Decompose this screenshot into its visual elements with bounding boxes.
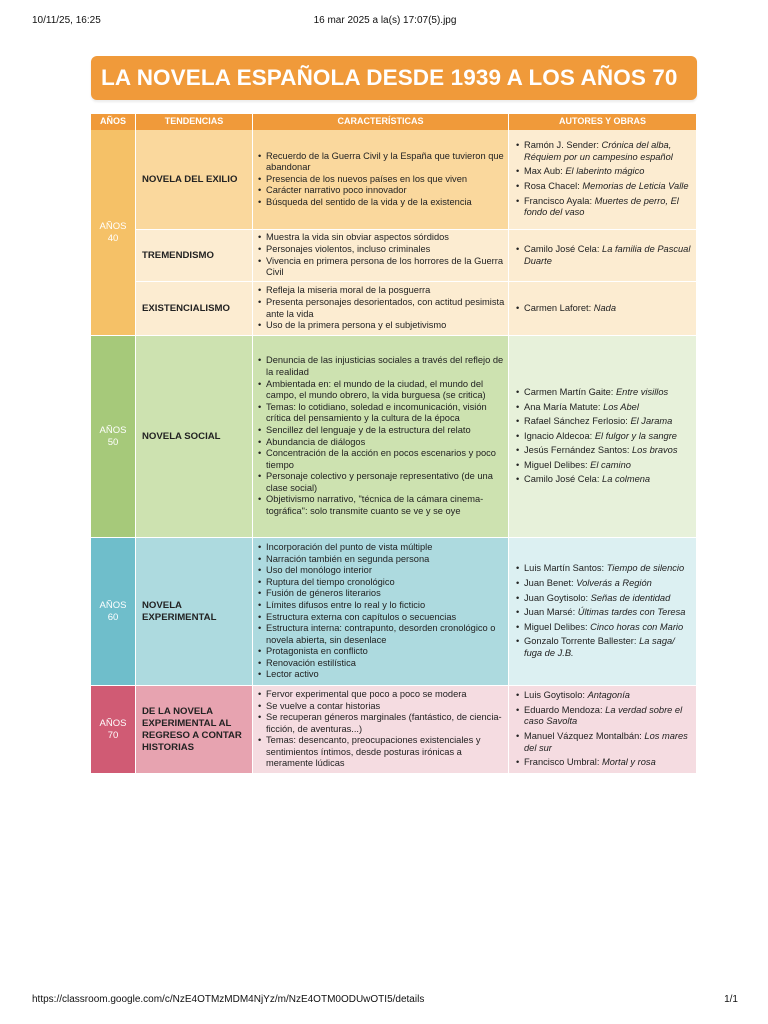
decade-cell-50: AÑOS 50 [91,336,136,538]
author-item [524,636,692,659]
feature-item: • Personaje colectivo y personaje representativo (de una clase social) [266,471,506,494]
feature-item: • Renovación estilística [266,658,506,670]
authors-tremendismo [509,230,697,282]
work-title: La familia de Pascual Duarte [524,243,691,266]
print-url: https://classroom.google.com/c/NzE4OTMzMDM4NjYz/m/NzE4OTM0ODUwOTI5/details [32,994,425,1005]
work-title: Últimas tardes con Teresa [577,607,686,618]
author-name: Camilo José Cela: [524,243,603,254]
work-title: El Jarama [630,416,673,427]
feature-item: • Fusión de géneros literarios [266,588,506,600]
author-name: Juan Benet: [524,578,577,589]
feature-item: • Abundancia de diálogos [266,437,506,449]
table-row [91,282,697,336]
feature-item: • Carácter narrativo poco innovador [266,185,506,197]
authors-social [509,336,697,538]
work-title: Crónica del alba, Réquiem por un campesino español [524,140,673,162]
author-name: Rafael Sánchez Ferlosio: [524,416,631,427]
feature-item: • Presencia de los nuevos países en los que viven [266,174,506,186]
work-title: Los mares del sur [524,731,688,753]
author-item [524,196,692,219]
features-exilio [253,130,509,230]
work-title: Los bravos [632,445,678,456]
author-name: Eduardo Mendoza: [524,704,606,715]
work-title: El laberinto mágico [565,166,645,177]
author-name: Juan Marsé: [524,607,578,618]
feature-item: • Uso de la primera persona y el subjetivismo [266,320,506,332]
features-regreso [253,686,509,774]
trend-tremendismo: TREMENDISMO [136,230,253,282]
feature-item: • Concentración de la acción en pocos escenarios y poco tiempo [266,448,506,471]
author-item [524,690,692,702]
author-item [524,593,692,605]
feature-item: • Incorporación del punto de vista múltiple [266,542,506,554]
table-row [91,130,697,230]
feature-item: • Protagonista en conflicto [266,646,506,658]
author-name: Carmen Laforet: [524,302,594,313]
features-existencialismo [253,282,509,336]
author-name: Miguel Delibes: [524,459,591,470]
author-name: Luis Martín Santos: [524,563,607,574]
col-header-trends: TENDENCIAS [136,114,253,130]
work-title: La saga/ fuga de J.B. [524,636,675,658]
feature-item: • Objetivismo narrativo, "técnica de la cámara cinema-tográfica": solo transmite cuanto se ve y se oye [266,494,506,517]
authors-existencialismo [509,282,697,336]
author-name: Gonzalo Torrente Ballester: [524,636,640,647]
work-title: Mortal y rosa [602,757,656,768]
feature-item: • Ruptura del tiempo cronológico [266,577,506,589]
author-item [524,387,692,399]
author-item [524,731,692,754]
feature-item: • Uso del monólogo interior [266,565,506,577]
novel-table [91,114,697,774]
author-name: Rosa Chacel: [524,181,583,191]
work-title: El fulgor y la sangre [594,430,677,441]
author-name: Carmen Martín Gaite: [524,386,616,397]
author-item [524,416,692,428]
work-title: Entre visillos [615,386,669,397]
print-footer [32,994,738,1005]
author-name: Ramón J. Sender: [524,140,602,151]
feature-item: • Estructura externa con capítulos o secuencias [266,612,506,624]
author-item [524,445,692,457]
author-item [524,460,692,472]
work-title: Antagonía [587,690,630,701]
trend-existencialismo: EXISTENCIALISMO [136,282,253,336]
author-name: Francisco Umbral: [524,757,603,768]
authors-regreso [509,686,697,774]
work-title: Cinco horas con Mario [590,621,684,632]
author-item [524,563,692,575]
author-item [524,607,692,619]
author-item [524,244,692,267]
author-name: Ana María Matute: [524,401,604,412]
author-item [524,140,692,163]
print-title: 16 mar 2025 a la(s) 17:07(5).jpg [313,15,457,26]
author-item [524,474,692,486]
trend-regreso: DE LA NOVELA EXPERIMENTAL AL REGRESO A CONTAR HISTORIAS [136,686,253,774]
author-name: Ignacio Aldecoa: [524,430,595,441]
feature-item: • Refleja la miseria moral de la posguerra [266,285,506,297]
work-title: Muertes de perro, El fondo del vaso [524,195,679,218]
feature-item: • Denuncia de las injusticias sociales a través del reflejo de la realidad [266,355,506,378]
author-item [524,622,692,634]
print-page: 1/1 [724,994,738,1005]
author-name: Camilo José Cela: [524,474,603,485]
work-title: El camino [590,459,631,470]
feature-item: • Se vuelve a contar historias [266,701,506,713]
col-header-authors: AUTORES Y OBRAS [509,114,697,130]
feature-item: • Límites difusos entre lo real y lo ficticio [266,600,506,612]
work-title: Volverás a Región [576,578,652,589]
feature-item: • Sencillez del lenguaje y de la estructura del relato [266,425,506,437]
trend-social: NOVELA SOCIAL [136,336,253,538]
authors-experimental [509,538,697,686]
feature-item: • Estructura interna: contrapunto, desorden cronológico o novela abierta, sin desenlace [266,623,506,646]
table-header-row [91,114,697,130]
decade-cell-40: AÑOS 40 [91,130,136,336]
feature-item: • Recuerdo de la Guerra Civil y la España que tuvieron que abandonar [266,151,506,174]
author-item [524,705,692,728]
col-header-years: AÑOS [91,114,136,130]
author-name: Luis Goytisolo: [524,690,588,701]
author-item [524,303,692,315]
feature-item: • Lector activo [266,669,506,681]
author-name: Jesús Fernández Santos: [524,445,633,456]
print-datetime: 10/11/25, 16:25 [32,15,101,26]
feature-item: • Muestra la vida sin obviar aspectos sórdidos [266,232,506,244]
col-header-features: CARACTERÍSTICAS [253,114,509,130]
work-title: Tiempo de silencio [606,563,685,574]
work-title: Nada [593,302,616,313]
author-item [524,578,692,590]
decade-cell-60: AÑOS 60 [91,538,136,686]
feature-item: • Narración también en segunda persona [266,554,506,566]
work-title: Memorias de Leticia Valle [582,181,689,191]
author-item [524,431,692,443]
feature-item: • Búsqueda del sentido de la vida y de la existencia [266,197,506,209]
author-item [524,402,692,414]
author-name: Juan Goytisolo: [524,592,591,603]
table-row [91,686,697,774]
work-title: La verdad sobre el caso Savolta [524,704,683,727]
features-tremendismo [253,230,509,282]
features-social [253,336,509,538]
feature-item: • Ambientada en: el mundo de la ciudad, el mundo del campo, el mundo obrero, la vida burguesa (se critica) [266,379,506,402]
banner-title: LA NOVELA ESPAÑOLA DESDE 1939 A LOS AÑOS 70 [91,56,697,100]
feature-item: • Temas: desencanto, preocupaciones existenciales y sentimientos íntimos, desde posturas irónicas a meramente lúdicas [266,735,506,770]
feature-item: • Vivencia en primera persona de los horrores de la Guerra Civil [266,256,506,279]
author-name: Miguel Delibes: [524,621,591,632]
document-sheet [91,56,697,780]
author-item [524,166,692,178]
print-header [32,15,738,26]
trend-exilio: NOVELA DEL EXILIO [136,130,253,230]
author-name: Max Aub: [524,166,566,177]
trend-experimental: NOVELA EXPERIMENTAL [136,538,253,686]
table-row [91,336,697,538]
author-item [524,181,692,193]
features-experimental [253,538,509,686]
feature-item: • Personajes violentos, incluso criminales [266,244,506,256]
table-row [91,230,697,282]
author-name: Manuel Vázquez Montalbán: [524,731,645,741]
author-name: Francisco Ayala: [524,195,595,206]
feature-item: • Se recuperan géneros marginales (fantástico, de ciencia-ficción, de aventuras...) [266,712,506,735]
feature-item: • Presenta personajes desorientados, con actitud pesimista ante la vida [266,297,506,320]
authors-exilio [509,130,697,230]
work-title: La colmena [602,474,651,485]
feature-item: • Temas: lo cotidiano, soledad e incomunicación, visión crítica del pensamiento y la cultura de la época [266,402,506,425]
work-title: Los Abel [603,401,639,412]
author-item [524,757,692,769]
feature-item: • Fervor experimental que poco a poco se modera [266,689,506,701]
decade-cell-70: AÑOS 70 [91,686,136,774]
table-row [91,538,697,686]
work-title: Señas de identidad [590,592,671,603]
